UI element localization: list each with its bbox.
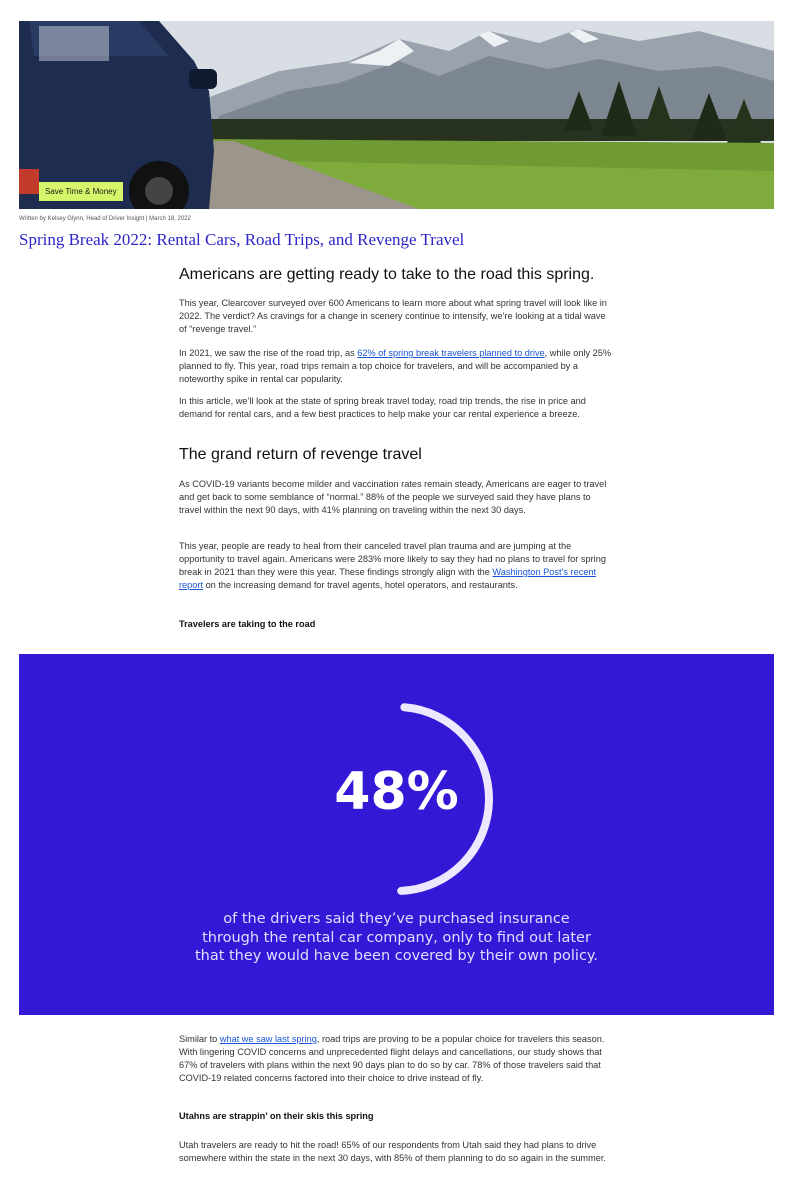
paragraph-road-trips-popular [179,1033,615,1085]
link-62-percent-drive[interactable]: 62% of spring break travelers planned to drive [357,348,545,358]
text-segment: , road trips are proving to be a popular choice for travelers this season. With lingering COVID concerns and unprecedented flight delays and cancellations, our study shows that 67% of travelers with plans within the next 90 days plan to do so by car. 78% of those travelers said that COVID-19 related concerns factored into their choice to drive instead of fly. [179,1034,605,1083]
paragraph-utah: Utah travelers are ready to hit the road! 65% of our respondents from Utah said they had plans to drive somewhere within the state in the next 30 days, with 85% of them planning to do so again in the summer. [179,1140,606,1163]
text-segment: In 2021, we saw the rise of the road trip, as [179,348,358,358]
section-heading-intro: Americans are getting ready to take to the road this spring. [179,266,595,283]
text-segment: Similar to [179,1034,220,1044]
stat-caption [19,910,774,966]
stat-caption-line: that they would have been covered by their own policy. [194,948,599,964]
stat-caption-line: through the rental car company, only to find out later [202,929,591,946]
stat-caption-line: of the drivers said they’ve purchased insurance [223,911,570,927]
link-last-spring[interactable]: what we saw last spring [219,1034,317,1044]
stat-value: 48% [334,762,459,822]
subheading-utahns: Utahns are strappin’ on their skis this spring [179,1111,374,1121]
paragraph-overview: In this article, we’ll look at the state of spring break travel today, road trip trends, the rise in price and demand for rental cars, and a few best practices to help make your car rental experience a breeze. [179,396,586,419]
page-title: Spring Break 2022: Rental Cars, Road Trips, and Revenge Travel [19,230,465,249]
paragraph-intro: This year, Clearcover surveyed over 600 Americans to learn more about what spring travel will look like in 2022. The verdict? As cravings for a change in scenery continue to intensify, we’re looking at a tidal wave of “revenge travel.” [179,298,607,334]
stat-callout [19,654,774,1015]
paragraph-heal-travel [179,540,615,592]
category-badge[interactable]: Save Time & Money [39,182,123,201]
paragraph-road-trip [179,347,615,386]
subheading-travelers-road: Travelers are taking to the road [179,619,316,629]
hero-image [19,21,774,209]
section-heading-revenge-travel: The grand return of revenge travel [179,446,422,463]
text-segment: on the increasing demand for travel agents, hotel operators, and restaurants. [203,580,518,590]
text-segment: This year, people are ready to heal from their canceled travel plan trauma and are jumping at the opportunity to travel again. Americans were 283% more likely to say they had no plans to travel for spring break in 2021 than they were this year. These findings strongly align with the [179,541,606,577]
text-segment: , while only 25% planned to fly. This year, road trips remain a top choice for travelers, and will be accompanied by a noteworthy spike in rental car popularity. [179,348,612,384]
byline: Written by Kelsey Glynn, Head of Driver Insight | March 18, 2022 [19,216,191,222]
landscape-illustration [19,21,774,209]
link-washington-post[interactable]: Washington Post’s recent report [179,567,597,590]
paragraph-covid-travel: As COVID-19 variants become milder and vaccination rates remain steady, Americans are eager to travel and get back to some semblance of “normal.” 88% of the people we surveyed said they have plans to travel within the next 90 days, with 41% planning on traveling within the next 30 days. [179,479,607,515]
